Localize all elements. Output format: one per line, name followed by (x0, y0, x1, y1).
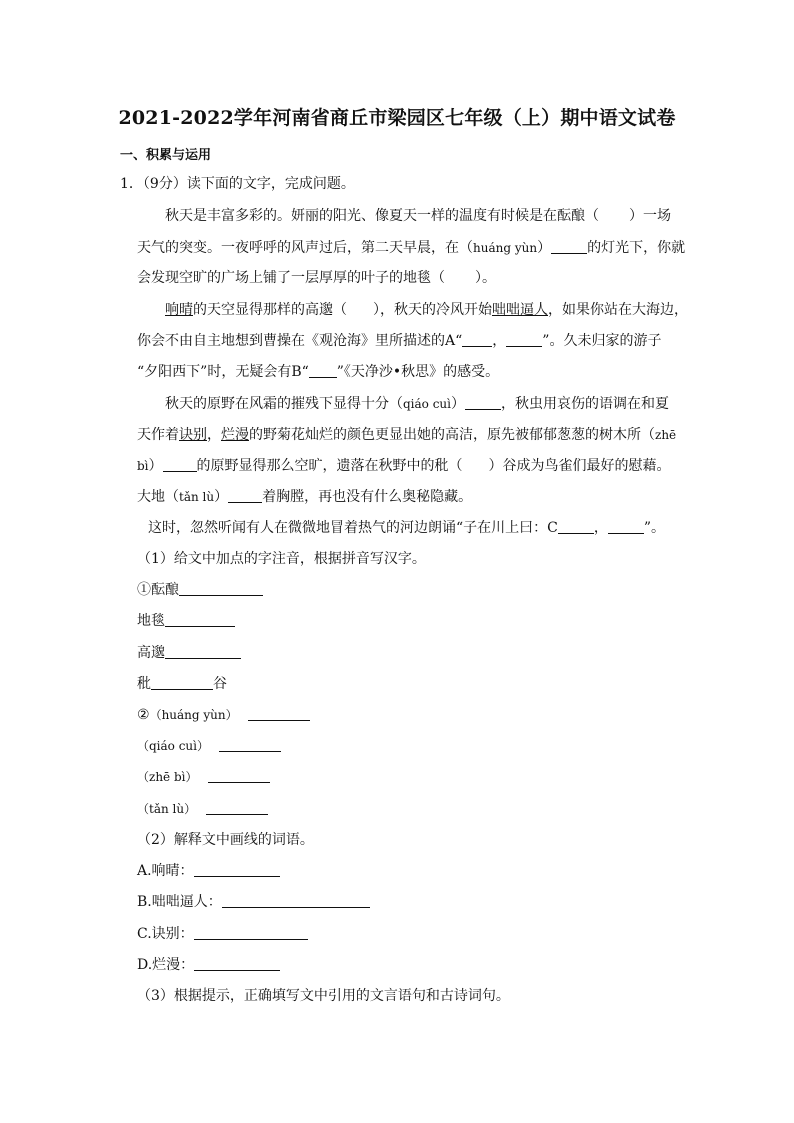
passage-text: ， (593, 520, 608, 536)
answer-blank[interactable] (551, 238, 587, 254)
passage-text: 秋天是丰富多彩的。妍丽的阳光、像夏天一样的温度有时候是在酝酿（ (165, 208, 599, 224)
underlined-word-duoduobiren: 咄咄逼人 (492, 302, 548, 318)
passage-text: ） (214, 489, 229, 505)
passage-text: ， (207, 427, 221, 443)
option-label: C.诀别： (137, 926, 194, 942)
pinyin-qiaocui: qiáo cuì (403, 397, 451, 411)
passage-text: ”。 (643, 520, 666, 536)
answer-blank[interactable] (165, 611, 235, 627)
option-label: D.烂漫： (137, 957, 195, 973)
passage-text: ”《天净沙•秋思》的感受。 (336, 364, 500, 380)
answer-blank-c1[interactable] (558, 518, 594, 534)
exam-title: 2021-2022学年河南省商丘市梁园区七年级（上）期中语文试卷 (118, 107, 676, 129)
answer-blank[interactable] (194, 924, 308, 940)
answer-blank[interactable] (465, 394, 501, 410)
answer-blank[interactable] (208, 767, 270, 783)
answer-blank[interactable] (194, 955, 280, 971)
pinyin-bi: bì (137, 459, 149, 473)
passage-text: ） (537, 240, 552, 256)
sub1-item-tanlu (137, 799, 268, 819)
answer-blank-a1[interactable] (462, 331, 492, 347)
passage-text: 会发现空旷的广场上铺了一层厚厚的叶子的地毯（ (137, 270, 445, 286)
pinyin-tanlu: tǎn lù (179, 490, 215, 504)
answer-blank[interactable] (228, 487, 262, 503)
passage-text: 着胸膛，再也没有什么奥秘隐藏。 (262, 489, 473, 505)
sub2-item-d (137, 955, 280, 975)
word-label: 酝酿 (151, 582, 179, 598)
question-number (120, 174, 355, 194)
sub1-prompt (137, 549, 426, 569)
answer-blank-a2[interactable] (506, 331, 542, 347)
passage-p1-line2 (137, 238, 685, 258)
sub1-item-ditan (137, 611, 235, 631)
sub2-item-c (137, 924, 308, 944)
sub1-item-yunniang (137, 580, 263, 600)
passage-text: 秋天的原野在风霜的摧残下显得十分（ (165, 396, 403, 412)
pinyin-label: （tǎn lù） (137, 802, 197, 816)
section-heading: 一、积累与运用 (120, 148, 212, 163)
answer-blank[interactable] (248, 705, 310, 721)
pinyin-huangyun: huáng yùn (473, 241, 538, 255)
word-label: 秕 (137, 676, 151, 692)
sub2-item-b (137, 892, 370, 912)
passage-text: ） (148, 458, 163, 474)
sub1-item-huangyun (137, 705, 310, 725)
passage-text: ）。 (475, 270, 496, 286)
answer-blank[interactable] (163, 456, 197, 472)
word-label: 地毯 (137, 613, 165, 629)
sub1-item-gaomiao (137, 643, 241, 663)
answer-blank[interactable] (151, 674, 213, 690)
answer-blank-b[interactable] (309, 362, 337, 378)
answer-blank[interactable] (179, 580, 263, 596)
answer-blank[interactable] (194, 861, 280, 877)
question-label: 1．（9分）读下面的文字，完成问题。 (120, 176, 355, 192)
passage-text: ，如果你站在大海边， (548, 302, 688, 318)
sub2-prompt (137, 830, 314, 850)
passage-text: 大地（ (137, 489, 179, 505)
passage-text: ）谷成为鸟雀们最好的慰藉。 (488, 458, 671, 474)
passage-text: 的天空显得那样的高邈（ (193, 302, 347, 318)
passage-text: ）一场 (629, 208, 671, 224)
passage-p3-line2 (137, 425, 676, 445)
sub1-item-qiaocui (137, 736, 281, 756)
passage-p2-line1 (165, 300, 688, 320)
passage-text: “夕阳西下”时，无疑会有B“ (137, 364, 309, 380)
passage-p1-line3 (137, 268, 496, 288)
passage-p2-line2 (137, 331, 661, 351)
pinyin-zhe: zhē (655, 428, 677, 442)
passage-text: 这时，忽然听闻有人在微微地冒着热气的河边朗诵“子在川上曰：C (148, 520, 558, 536)
sub-question-text: （2）解释文中画线的词语。 (137, 832, 314, 848)
passage-p4-line1 (148, 518, 665, 538)
sub-question-text: （1）给文中加点的字注音，根据拼音写汉字。 (137, 551, 426, 567)
passage-text: ， (492, 333, 507, 349)
option-label: A.响晴： (137, 863, 194, 879)
answer-blank[interactable] (219, 736, 281, 752)
sub-question-text: （3）根据提示，正确填写文中引用的文言语句和古诗词句。 (137, 988, 510, 1004)
sub1-item-zhebi (137, 767, 270, 787)
underlined-word-lanman: 烂漫 (221, 427, 249, 443)
passage-text: 的灯光下，你就 (587, 240, 686, 256)
passage-text: 天气的突变。一夜呼呼的风声过后，第二天早晨，在（ (137, 240, 473, 256)
answer-blank[interactable] (206, 799, 268, 815)
pinyin-label: （zhē bì） (137, 770, 198, 784)
passage-p3-line3 (137, 456, 671, 476)
word-label: 高邈 (137, 645, 165, 661)
passage-text: ），秋天的冷风开始 (373, 302, 492, 318)
sub2-item-a (137, 861, 280, 881)
passage-text: 的野菊花灿烂的颜色更显出她的高洁，原先被郁郁葱葱的树木所（ (249, 427, 655, 443)
answer-blank-c2[interactable] (608, 518, 644, 534)
answer-blank[interactable] (165, 643, 241, 659)
passage-p1-line1 (165, 206, 671, 226)
circled-number-2: ② (137, 707, 150, 723)
passage-text: 的原野显得那么空旷，遗落在秋野中的秕（ (196, 458, 463, 474)
passage-p3-line1 (165, 394, 669, 414)
passage-p3-line4 (137, 487, 472, 507)
passage-p2-line3 (137, 362, 499, 382)
sub1-item-bigu (137, 674, 227, 694)
passage-text: ，秋虫用哀伤的语调在和夏 (501, 396, 669, 412)
word-label: 谷 (213, 676, 227, 692)
passage-text: 天作着 (137, 427, 179, 443)
pinyin-label: （huáng yùn） (149, 708, 238, 722)
circled-number-1: ① (137, 582, 151, 598)
underlined-word-juebie: 诀别 (179, 427, 207, 443)
passage-text: ”。久未归家的游子 (542, 333, 662, 349)
underlined-word-xiangqing: 响晴 (165, 302, 193, 318)
pinyin-label: （qiáo cuì） (137, 739, 210, 753)
passage-text: 你会不由自主地想到曹操在《观沧海》里所描述的A“ (137, 333, 463, 349)
answer-blank[interactable] (222, 892, 370, 908)
passage-text: ） (451, 396, 465, 412)
option-label: B.咄咄逼人： (137, 894, 222, 910)
sub3-prompt (137, 986, 510, 1006)
